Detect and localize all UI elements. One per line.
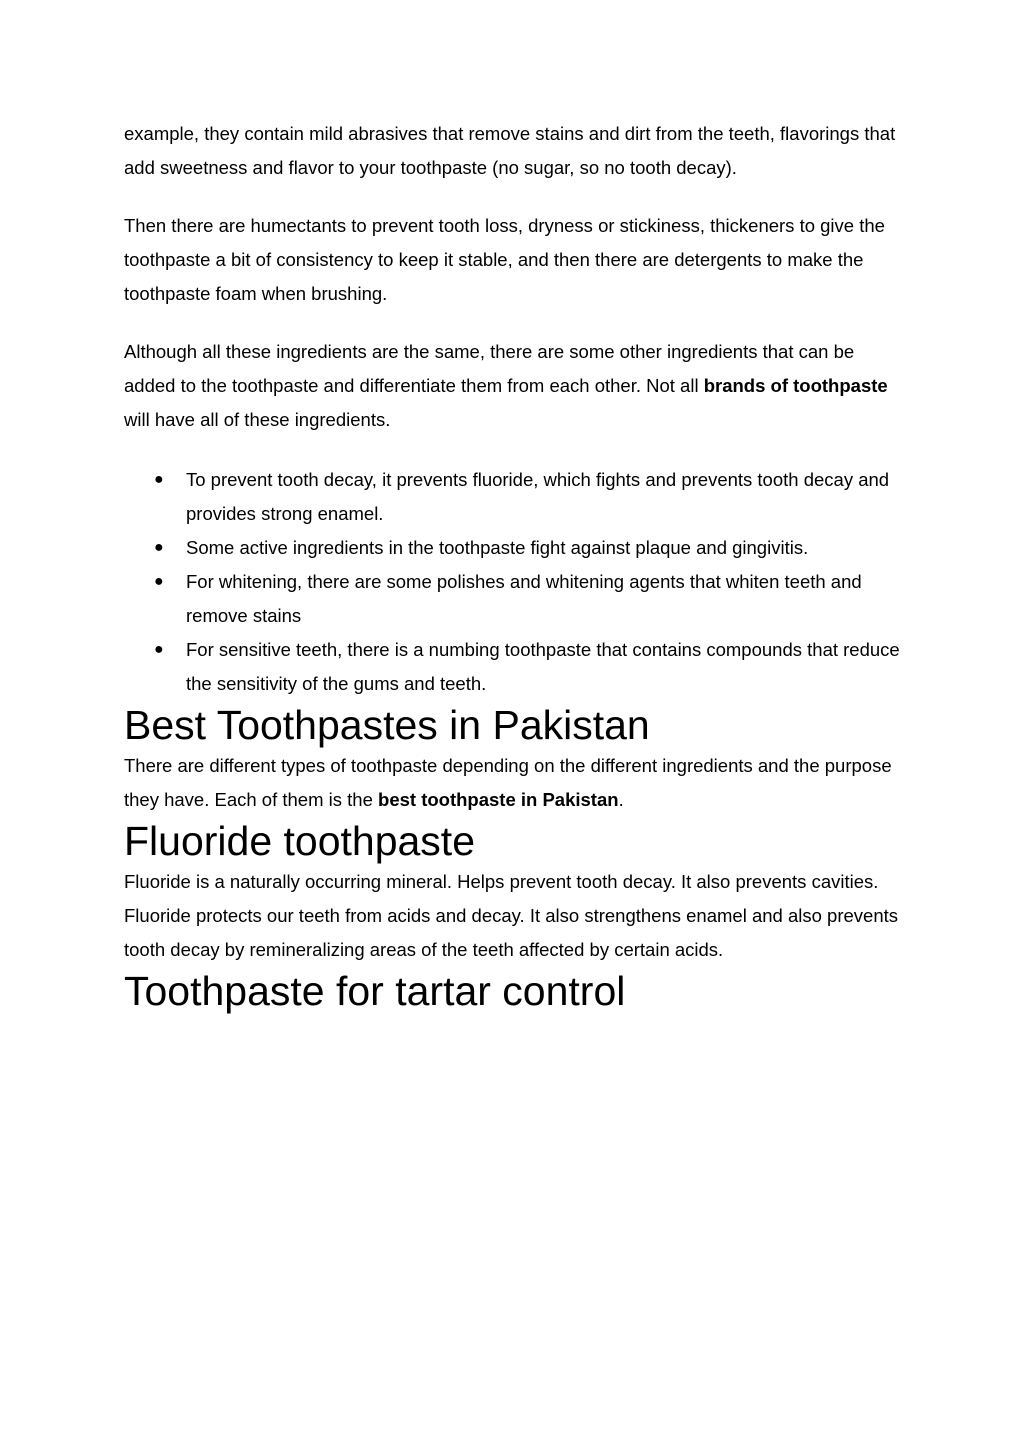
bullet-icon: ● xyxy=(154,641,164,658)
paragraph-other-ingredients xyxy=(124,335,904,437)
paragraph-text: . xyxy=(618,789,624,810)
paragraph-text: There are different types of toothpaste depending on the different ingredients and the purpose they have. Each of them is the xyxy=(124,755,892,810)
heading-tartar-control: Toothpaste for tartar control xyxy=(124,968,626,1014)
list-item xyxy=(124,531,904,565)
paragraph-text: Although all these ingredients are the same, there are some other ingredients that can be added to the toothpaste and differentiate them from each other. Not all xyxy=(124,341,855,396)
list-item-text: To prevent tooth decay, it prevents fluoride, which fights and prevents tooth decay and provides strong enamel. xyxy=(186,469,890,524)
bullet-icon: ● xyxy=(154,573,164,590)
ingredient-bullet-list xyxy=(124,463,904,701)
paragraph-humectants: Then there are humectants to prevent tooth loss, dryness or stickiness, thickeners to give the toothpaste a bit of consistency to keep it stable, and then there are detergents to make the toothpaste foam when brushing. xyxy=(124,215,885,304)
bullet-icon: ● xyxy=(154,539,164,556)
paragraph-fluoride: Fluoride is a naturally occurring mineral. Helps prevent tooth decay. It also prevents cavities. Fluoride protects our teeth from acids and decay. It also strengthens enamel and also prevents tooth decay by remineralizing areas of the teeth affected by certain acids. xyxy=(124,871,899,960)
paragraph-text: will have all of these ingredients. xyxy=(124,409,391,430)
heading-best-toothpastes: Best Toothpastes in Pakistan xyxy=(124,702,650,748)
bold-phrase-brands: brands of toothpaste xyxy=(703,375,888,396)
bold-phrase-best-toothpaste: best toothpaste in Pakistan xyxy=(378,789,619,810)
list-item-text: For whitening, there are some polishes and whitening agents that whiten teeth and remove stains xyxy=(186,571,862,626)
list-item-text: For sensitive teeth, there is a numbing toothpaste that contains compounds that reduce the sensitivity of the gums and teeth. xyxy=(186,639,900,694)
document-page xyxy=(124,117,904,1015)
paragraph-ingredients-intro: example, they contain mild abrasives that remove stains and dirt from the teeth, flavorings that add sweetness and flavor to your toothpaste (no sugar, so no tooth decay). xyxy=(124,123,896,178)
list-item xyxy=(124,633,904,701)
bullet-icon: ● xyxy=(154,471,164,488)
list-item-text: Some active ingredients in the toothpaste fight against plaque and gingivitis. xyxy=(186,537,809,558)
list-item xyxy=(124,565,904,633)
list-item xyxy=(124,463,904,531)
paragraph-types-of-toothpaste xyxy=(124,749,904,817)
heading-fluoride-toothpaste: Fluoride toothpaste xyxy=(124,818,476,864)
